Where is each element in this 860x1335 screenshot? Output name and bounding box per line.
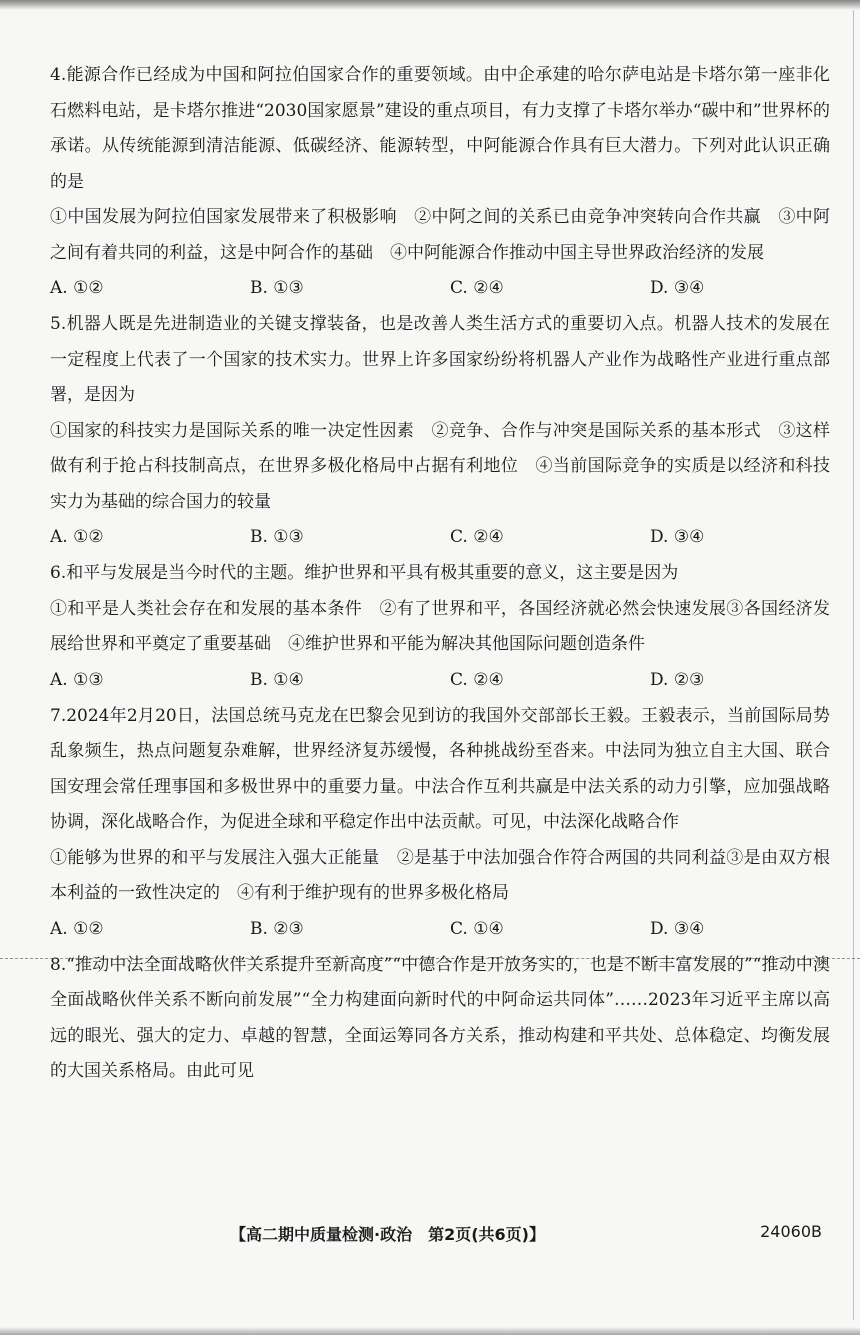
choice-c: C. ②④: [450, 278, 504, 299]
answer-choices: [50, 271, 830, 307]
scan-bottom-edge: [0, 1327, 860, 1335]
choice-c: C. ①④: [450, 918, 504, 939]
choice-d: D. ③④: [650, 278, 705, 299]
choice-a: A. ①②: [50, 918, 104, 939]
choice-d: D. ②③: [650, 669, 705, 690]
question-statements: ①和平是人类社会存在和发展的基本条件 ②有了世界和平，各国经济就必然会快速发展③各国经济发展给世界和平奠定了重要基础 ④维护世界和平能为解决其他国际问题创造条件: [50, 598, 830, 654]
question-7: [50, 699, 830, 948]
footer-title: 【高二期中质量检测·政治 第2页(共6页)】: [230, 1225, 545, 1244]
choice-b: B. ②③: [250, 918, 304, 939]
question-stem: 5.机器人既是先进制造业的关键支撑装备，也是改善人类生活方式的重要切入点。机器人技术的发展在一定程度上代表了一个国家的技术实力。世界上许多国家纷纷将机器人产业作为战略性产业进行重点部署，是因为: [50, 314, 830, 405]
choice-a: A. ①③: [50, 669, 104, 690]
choice-b: B. ①③: [250, 527, 304, 548]
question-statements: ①中国发展为阿拉伯国家发展带来了积极影响 ②中阿之间的关系已由竞争冲突转向合作共赢 ③中阿之间有着共同的利益，这是中阿合作的基础 ④中阿能源合作推动中国主导世界政治经济的发展: [50, 207, 830, 263]
choice-c: C. ②④: [450, 669, 504, 690]
scan-top-edge: [0, 0, 860, 10]
choice-d: D. ③④: [650, 527, 705, 548]
question-list: [50, 58, 830, 1090]
choice-c: C. ②④: [450, 527, 504, 548]
question-statements: ①国家的科技实力是国际关系的唯一决定性因素 ②竞争、合作与冲突是国际关系的基本形式 ③这样做有利于抢占科技制高点，在世界多极化格局中占据有利地位 ④当前国际竞争的实质是以经济和科技实力为基础的综合国力的较量: [50, 420, 830, 512]
choice-a: A. ①②: [50, 527, 104, 548]
question-stem: 7.2024年2月20日，法国总统马克龙在巴黎会见到访的我国外交部部长王毅。王毅表示，当前国际局势乱象频生，热点问题复杂难解，世界经济复苏缓慢，各种挑战纷至沓来。中法同为独立自主大国、联合国安理会常任理事国和多极世界中的重要力量。中法合作互利共赢是中法关系的动力引擎，应加强战略协调，深化战略合作，为促进全球和平稳定作出中法贡献。可见，中法深化战略合作: [50, 705, 830, 832]
scan-right-edge: [853, 10, 854, 1320]
question-5: [50, 307, 830, 556]
question-8: [50, 948, 830, 1090]
question-stem: 4.能源合作已经成为中国和阿拉伯国家合作的重要领域。由中企承建的哈尔萨电站是卡塔尔第一座非化石燃料电站，是卡塔尔推进“2030国家愿景”建设的重点项目，有力支撑了卡塔尔举办“碳中和”世界杯的承诺。从传统能源到清洁能源、低碳经济、能源转型，中阿能源合作具有巨大潜力。下列对此认识正确的是: [50, 65, 830, 192]
question-stem: 8.“推动中法全面战略伙伴关系提升至新高度”“中德合作是开放务实的，也是不断丰富发展的”“推动中澳全面战略伙伴关系不断向前发展”“全力构建面向新时代的中阿命运共同体”……2023年习近平主席以高远的眼光、强大的定力、卓越的智慧，全面运筹同各方关系，推动构建和平共处、总体稳定、均衡发展的大国关系格局。由此可见: [50, 954, 830, 1081]
question-statements: ①能够为世界的和平与发展注入强大正能量 ②是基于中法加强合作符合两国的共同利益③是由双方根本利益的一致性决定的 ④有利于维护现有的世界多极化格局: [50, 847, 830, 903]
answer-choices: [50, 663, 830, 699]
question-4: [50, 58, 830, 307]
footer-code: 24060B: [760, 1222, 822, 1241]
choice-b: B. ①③: [250, 278, 304, 299]
question-stem: 6.和平与发展是当今时代的主题。维护世界和平具有极其重要的意义，这主要是因为: [50, 563, 679, 583]
answer-choices: [50, 912, 830, 948]
answer-choices: [50, 520, 830, 556]
choice-b: B. ①④: [250, 669, 304, 690]
page-footer: [0, 1222, 860, 1252]
choice-a: A. ①②: [50, 278, 104, 299]
choice-d: D. ③④: [650, 918, 705, 939]
question-6: [50, 556, 830, 699]
